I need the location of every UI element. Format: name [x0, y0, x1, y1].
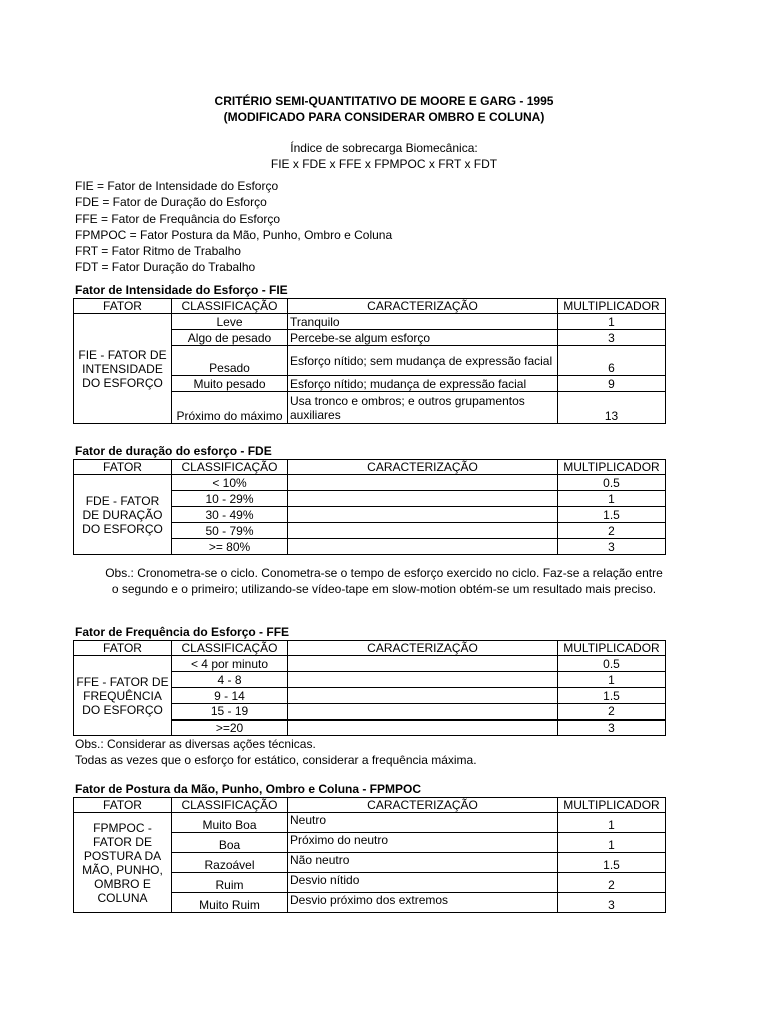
class-cell: 50 - 79%	[172, 523, 288, 539]
title-line-1: CRITÉRIO SEMI-QUANTITATIVO DE MOORE E GARG - 1995	[214, 94, 554, 108]
mult-cell: 3	[558, 720, 666, 736]
header-classificacao: CLASSIFICAÇÃO	[172, 798, 288, 813]
class-cell: 10 - 29%	[172, 491, 288, 507]
class-cell: Ruim	[172, 873, 288, 893]
table-row	[74, 813, 666, 833]
index-block	[0, 140, 768, 172]
document-title	[0, 93, 768, 125]
mult-cell: 1	[558, 833, 666, 853]
class-cell: Muito pesado	[172, 376, 288, 392]
mult-cell: 1	[558, 491, 666, 507]
char-cell: Esforço nítido; mudança de expressão facial	[288, 376, 558, 392]
table-header-row	[74, 641, 666, 656]
mult-cell: 1	[558, 813, 666, 833]
mult-cell: 3	[558, 330, 666, 346]
class-cell: Boa	[172, 833, 288, 853]
index-label: Índice de sobrecarga Biomecânica:	[290, 141, 478, 155]
char-cell	[288, 688, 558, 704]
fie-table	[73, 298, 666, 424]
mult-cell: 1	[558, 672, 666, 688]
mult-cell: 1.5	[558, 507, 666, 523]
header-multiplicador: MULTIPLICADOR	[558, 641, 666, 656]
mult-cell: 1.5	[558, 853, 666, 873]
class-cell: >=20	[172, 720, 288, 736]
fde-observation	[0, 565, 768, 597]
header-fator: FATOR	[74, 299, 172, 314]
char-cell	[288, 475, 558, 491]
table-header-row	[74, 299, 666, 314]
table-row	[74, 475, 666, 491]
ffe-obs-line-2: Todas as vezes que o esforço for estático, considerar a frequência máxima.	[75, 753, 477, 767]
header-fator: FATOR	[74, 460, 172, 475]
char-cell: Não neutro	[288, 853, 558, 873]
header-fator: FATOR	[74, 798, 172, 813]
char-cell: Próximo do neutro	[288, 833, 558, 853]
definition-item: FRT = Fator Ritmo de Trabalho	[75, 244, 241, 259]
mult-cell: 2	[558, 704, 666, 720]
fde-factor-cell: FDE - FATOR DE DURAÇÃO DO ESFORÇO	[74, 475, 172, 555]
table-row	[74, 656, 666, 672]
fie-section-title: Fator de Intensidade do Esforço - FIE	[75, 283, 288, 297]
char-cell	[288, 656, 558, 672]
header-caracterizacao: CARACTERIZAÇÃO	[288, 798, 558, 813]
definition-item: FPMPOC = Fator Postura da Mão, Punho, Ombro e Coluna	[75, 227, 393, 242]
definition-item: FFE = Fator de Frequância do Esforço	[75, 211, 281, 226]
mult-cell: 2	[558, 873, 666, 893]
char-cell	[288, 720, 558, 736]
class-cell: Muito Boa	[172, 813, 288, 833]
index-formula: FIE x FDE x FFE x FPMPOC x FRT x FDT	[270, 157, 498, 171]
class-cell: < 10%	[172, 475, 288, 491]
header-multiplicador: MULTIPLICADOR	[558, 460, 666, 475]
class-cell: 9 - 14	[172, 688, 288, 704]
class-cell: Muito Ruim	[172, 893, 288, 913]
char-cell: Desvio nítido	[288, 873, 558, 893]
char-cell	[288, 523, 558, 539]
fpmpoc-table	[73, 797, 666, 913]
mult-cell: 1	[558, 314, 666, 330]
header-classificacao: CLASSIFICAÇÃO	[172, 641, 288, 656]
fpmpoc-section-title: Fator de Postura da Mão, Punho, Ombro e Coluna - FPMPOC	[75, 782, 422, 796]
definition-item: FDT = Fator Duração do Trabalho	[75, 260, 256, 275]
mult-cell: 1.5	[558, 688, 666, 704]
class-cell: >= 80%	[172, 539, 288, 555]
fde-table	[73, 459, 666, 555]
definitions-list	[75, 178, 392, 276]
header-caracterizacao: CARACTERIZAÇÃO	[288, 299, 558, 314]
ffe-obs-line-1: Obs.: Considerar as diversas ações técnicas.	[75, 737, 316, 751]
header-caracterizacao: CARACTERIZAÇÃO	[288, 641, 558, 656]
char-cell	[288, 491, 558, 507]
class-cell: Leve	[172, 314, 288, 330]
table-row	[74, 314, 666, 330]
char-cell: Usa tronco e ombros; e outros grupamentos auxiliares	[288, 392, 558, 424]
header-caracterizacao: CARACTERIZAÇÃO	[288, 460, 558, 475]
char-cell: Percebe-se algum esforço	[288, 330, 558, 346]
class-cell: Pesado	[172, 346, 288, 376]
class-cell: 30 - 49%	[172, 507, 288, 523]
ffe-factor-cell: FFE - FATOR DE FREQUÊNCIA DO ESFORÇO	[74, 656, 172, 736]
char-cell: Esforço nítido; sem mudança de expressão facial	[288, 346, 558, 376]
definition-item: FIE = Fator de Intensidade do Esforço	[75, 179, 279, 193]
char-cell	[288, 704, 558, 720]
header-fator: FATOR	[74, 641, 172, 656]
mult-cell: 3	[558, 539, 666, 555]
class-cell: Algo de pesado	[172, 330, 288, 346]
header-classificacao: CLASSIFICAÇÃO	[172, 460, 288, 475]
mult-cell: 0.5	[558, 475, 666, 491]
header-multiplicador: MULTIPLICADOR	[558, 299, 666, 314]
fde-obs-line-1: Obs.: Cronometra-se o ciclo. Conometra-se o tempo de esforço exercido no ciclo. Faz-se a relação entre	[105, 566, 663, 580]
char-cell	[288, 539, 558, 555]
mult-cell: 9	[558, 376, 666, 392]
mult-cell: 3	[558, 893, 666, 913]
ffe-table	[73, 640, 666, 736]
fde-section-title: Fator de duração do esforço - FDE	[75, 444, 272, 458]
header-multiplicador: MULTIPLICADOR	[558, 798, 666, 813]
table-header-row	[74, 460, 666, 475]
ffe-observation	[75, 736, 477, 768]
title-line-2: (MODIFICADO PARA CONSIDERAR OMBRO E COLUNA)	[223, 110, 545, 124]
mult-cell: 13	[558, 392, 666, 424]
char-cell	[288, 507, 558, 523]
definition-item: FDE = Fator de Duração do Esforço	[75, 195, 267, 210]
mult-cell: 0.5	[558, 656, 666, 672]
char-cell: Tranquilo	[288, 314, 558, 330]
char-cell: Desvio próximo dos extremos	[288, 893, 558, 913]
header-classificacao: CLASSIFICAÇÃO	[172, 299, 288, 314]
class-cell: 4 - 8	[172, 672, 288, 688]
mult-cell: 6	[558, 346, 666, 376]
table-header-row	[74, 798, 666, 813]
class-cell: 15 - 19	[172, 704, 288, 720]
class-cell: Próximo do máximo	[172, 392, 288, 424]
char-cell: Neutro	[288, 813, 558, 833]
fie-factor-cell: FIE - FATOR DE INTENSIDADE DO ESFORÇO	[74, 314, 172, 424]
class-cell: Razoável	[172, 853, 288, 873]
class-cell: < 4 por minuto	[172, 656, 288, 672]
fpmpoc-factor-cell: FPMPOC - FATOR DE POSTURA DA MÃO, PUNHO, OMBRO E COLUNA	[74, 813, 172, 913]
ffe-section-title: Fator de Frequência do Esforço - FFE	[75, 625, 290, 639]
fde-obs-line-2: o segundo e o primeiro; utilizando-se vídeo-tape em slow-motion obtém-se um resultado mais preciso.	[111, 582, 657, 596]
char-cell	[288, 672, 558, 688]
mult-cell: 2	[558, 523, 666, 539]
